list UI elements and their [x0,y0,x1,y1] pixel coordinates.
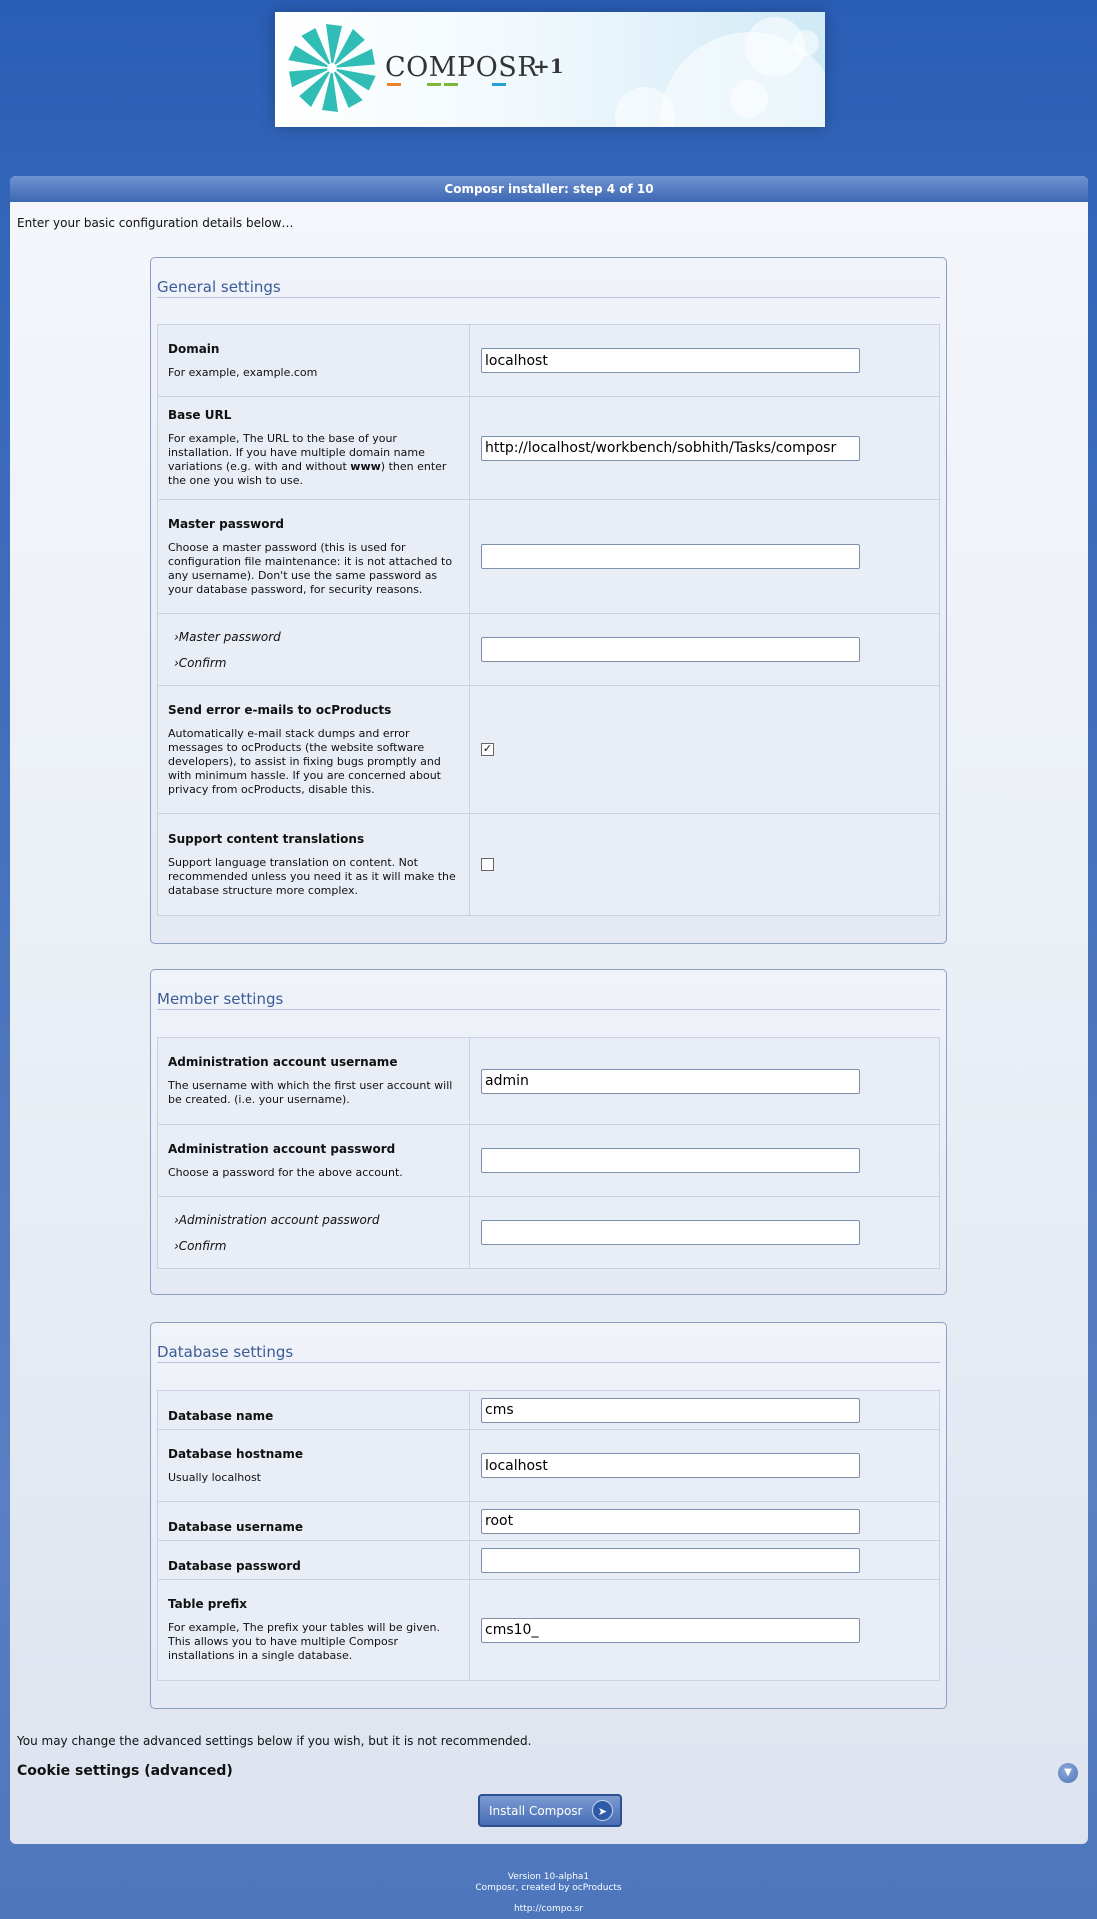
table-row [158,325,940,397]
table-row [158,1038,940,1125]
field-label: Send error e-mails to ocProducts [168,702,392,717]
arrow-right-icon: ➤ [592,1800,613,1821]
field-label: Base URL [168,408,232,422]
table-row [158,500,940,614]
admin-password-input[interactable] [481,1148,860,1173]
table-row [158,686,940,814]
field-label: Administration account password [168,1141,396,1156]
table-row [158,1125,940,1197]
field-label: Database username [168,1520,304,1534]
logo-plus-text: +1 [533,54,564,78]
base-url-input[interactable] [481,436,860,461]
field-sublabel: ›Master password [174,629,281,644]
field-label: Domain [168,341,220,356]
field-description: For example, The URL to the base of your installation. If you have multiple domain name variations (e.g. with and without www) then enter the one you wish to use. [168,432,447,487]
field-description: Choose a password for the above account. [168,1165,403,1179]
general-settings-section [150,257,947,944]
section-title: General settings [157,278,940,298]
footer-link[interactable]: http://compo.sr [513,1904,584,1914]
table-row [158,1502,940,1541]
member-settings-table [157,1037,940,1269]
footer-version: Version 10-alpha1 [507,1872,590,1882]
table-row [158,1391,940,1430]
www-code: www [350,460,381,473]
section-title: Member settings [157,990,940,1010]
field-label: Database password [168,1559,301,1573]
section-title: Database settings [157,1343,940,1363]
field-description: The username with which the first user account will be created. (i.e. your username). [168,1079,453,1106]
table-row [158,397,940,500]
master-password-input[interactable] [481,544,860,569]
logo-underline-green [427,83,441,86]
installer-step-title: Composr installer: step 4 of 10 [10,176,1088,202]
field-label: Database name [168,1409,274,1423]
table-row [158,1580,940,1681]
checkmark-icon: ✓ [482,742,493,755]
installer-panel [10,176,1088,1844]
field-description: For example, The prefix your tables will be given. This allows you to have multiple Composr installations in a single database. [168,1621,440,1662]
master-password-confirm-input[interactable] [481,637,860,662]
logo-underline-orange [387,83,401,86]
install-composr-button[interactable] [478,1794,622,1827]
general-settings-table [157,324,940,916]
footer-credit: Composr, created by ocProducts [475,1883,622,1893]
field-label: Administration account username [168,1055,398,1069]
field-label: Support content translations [168,831,365,846]
field-description: Support language translation on content. Not recommended unless you need it as it will make the database structure more complex. [168,855,456,897]
table-prefix-input[interactable] [481,1618,860,1643]
chevron-down-icon[interactable]: ▼ [1058,1763,1078,1783]
logo-banner [275,12,825,127]
database-username-input[interactable] [481,1509,860,1534]
field-label: Table prefix [168,1597,248,1611]
intro-text: Enter your basic configuration details below… [17,216,294,230]
field-description: Choose a master password (this is used for configuration file maintenance: it is not attached to any username). Don't use the same password as your database password, for security reasons. [168,540,453,596]
admin-username-input[interactable] [481,1069,860,1094]
content-translations-checkbox[interactable] [481,858,494,871]
field-sublabel: ›Confirm [174,655,227,670]
database-settings-section [150,1322,947,1709]
table-row [158,614,940,686]
database-hostname-input[interactable] [481,1453,860,1478]
composr-pinwheel-icon [285,21,379,115]
advanced-settings-note: You may change the advanced settings below if you wish, but it is not recommended. [17,1734,532,1748]
table-row [158,1197,940,1269]
domain-input[interactable] [481,348,860,373]
field-sublabel: ›Administration account password [174,1212,380,1227]
member-settings-section [150,969,947,1295]
database-password-input[interactable] [481,1548,860,1573]
database-settings-table [157,1390,940,1681]
footer-link-wrap [0,1904,1097,1914]
field-description: Usually localhost [168,1470,261,1484]
field-description: Automatically e-mail stack dumps and error messages to ocProducts (the website software developers), to assist in fixing bugs promptly and with minimum hassle. If you are concerned about privacy from ocProducts, disable this. [168,726,441,796]
cookie-settings-heading[interactable]: Cookie settings (advanced) [17,1763,233,1779]
field-label: Master password [168,516,284,531]
admin-password-confirm-input[interactable] [481,1220,860,1245]
table-row [158,1541,940,1580]
install-button-label: Install Composr [489,1804,583,1818]
database-name-input[interactable] [481,1398,860,1423]
table-row [158,814,940,916]
field-description: For example, example.com [168,365,318,379]
send-errors-checkbox[interactable] [481,743,494,756]
logo-underline-blue [492,83,506,86]
table-row [158,1430,940,1502]
field-sublabel: ›Confirm [174,1238,227,1253]
logo-underline-green [444,83,458,86]
field-label: Database hostname [168,1446,303,1461]
logo-brand-text: COMPOSR [385,52,539,83]
